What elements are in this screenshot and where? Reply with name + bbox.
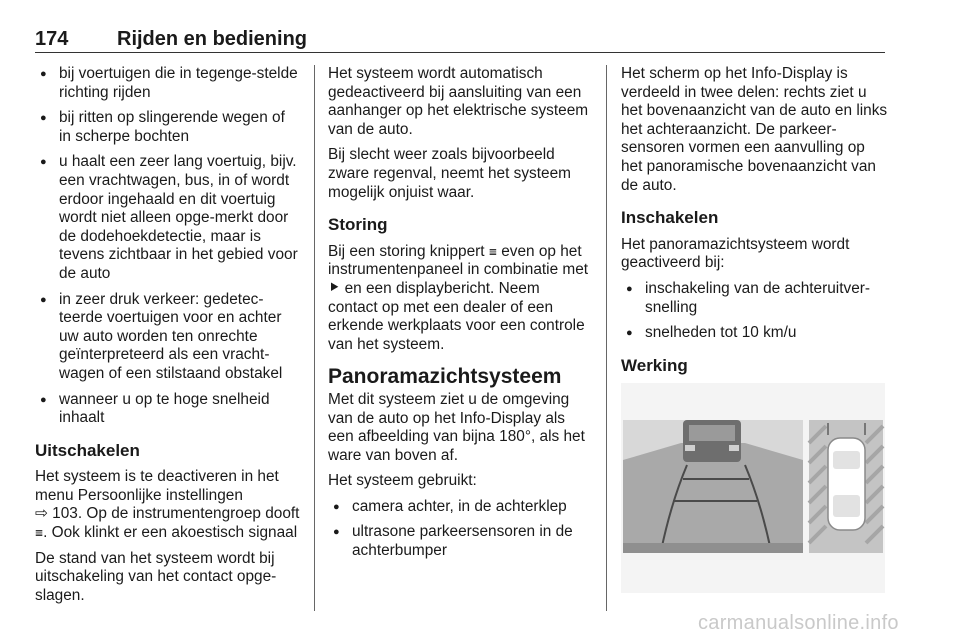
cross-reference-arrow-icon: ⇨ (35, 505, 48, 523)
list-item: ● u haalt een zeer lang voertuig, bijv. een vrachtwagen, bus, in of wordt erdoor ingehaald en dit voertuig wordt niet alleen opge-merkt door de dodehoekdetectie, maar is tevens zichtbaar in het gebied voor de auto (35, 153, 301, 283)
list-item: ● in zeer druk verkeer: gedetec-teerde voertuigen voor en achter uw auto worden ten onrechte geïnterpreteerd als een vracht-wagen of een stilstaand obstakel (35, 291, 301, 384)
paragraph: Het systeem wordt automatisch gedeactiveerd bij aansluiting van een aanhanger op het elektrische systeem van de auto. (328, 65, 589, 138)
paragraph: Bij slecht weer zoals bijvoorbeeld zware regenval, neemt het systeem mogelijk onjuist waar. (328, 146, 571, 201)
paragraph: De stand van het systeem wordt bij uitschakeling van het contact opge-slagen. (35, 549, 277, 604)
paragraph: Met dit systeem ziet u de omgeving van de auto op het Info-Display als een afbeelding van bijna 180°, als het ware van boven af. (328, 390, 585, 464)
list-item: ● wanneer u op te hoge snelheid inhaalt (35, 391, 301, 428)
list-item: ● camera achter, in de achterklep (328, 498, 592, 517)
column-divider-1 (314, 65, 315, 611)
column-3 (621, 65, 889, 593)
bullet-list (328, 498, 592, 561)
paragraph-text: even op het instrumentenpaneel in combinatie met (328, 242, 589, 279)
page-number: 174 (35, 28, 69, 50)
paragraph-text: 103. Op de instrumentengroep dooft (47, 505, 300, 523)
paragraph (328, 243, 592, 355)
paragraph (35, 468, 301, 542)
paragraph-text: en een displaybericht. Neem contact op met een dealer of een erkende werkplaats voor een controle van het systeem. (328, 279, 585, 353)
bullet-list (621, 280, 889, 343)
column-2 (328, 65, 592, 568)
paragraph-text: Bij een storing knippert (328, 242, 489, 260)
chapter-title: Rijden en bediening (117, 28, 308, 50)
blind-spot-icon: 𝌆 (488, 246, 497, 257)
column-divider-2 (606, 65, 607, 611)
panorama-view-image (621, 383, 885, 593)
list-item: ● bij ritten op slingerende wegen of in scherpe bochten (35, 109, 301, 146)
watermark: carmanualsonline.info (698, 612, 899, 634)
wrench-icon: ⯈ (328, 279, 341, 297)
paragraph: Het panoramazichtsysteem wordt geactiveerd bij: (621, 235, 850, 272)
paragraph: Het systeem gebruikt: (328, 472, 477, 490)
paragraph: Het scherm op het Info-Display is verdeeld in twee delen: rechts ziet u het bovenaanzicht van de auto en links het achteraanzicht. De parkeer-sensoren vormen een aanvulling op het panoramische bovenaanzicht van de auto. (621, 65, 888, 194)
paragraph-text: Het systeem is te deactiveren in het menu Persoonlijke instellingen (35, 468, 279, 504)
section-heading-uitschakelen: Uitschakelen (35, 440, 140, 460)
list-item: ● snelheden tot 10 km/u (621, 324, 889, 343)
section-heading-werking: Werking (621, 355, 688, 375)
bullet-list (35, 65, 301, 428)
panorama-view-illustration (621, 383, 885, 593)
paragraph-text: . Ook klinkt er een akoestisch signaal (43, 524, 298, 542)
page-header (35, 26, 885, 53)
list-item: ● bij voertuigen die in tegenge-stelde richting rijden (35, 65, 301, 102)
section-heading-inschakelen: Inschakelen (621, 208, 719, 228)
list-item: ● ultrasone parkeersensoren in de achterbumper (328, 523, 592, 560)
column-1 (35, 65, 301, 612)
blind-spot-icon: 𝌆 (35, 528, 44, 539)
main-heading-panoramazicht: Panoramazichtsysteem (328, 365, 562, 389)
list-item: ● inschakeling van de achteruitver-snelling (621, 280, 889, 317)
section-heading-storing: Storing (328, 215, 388, 235)
